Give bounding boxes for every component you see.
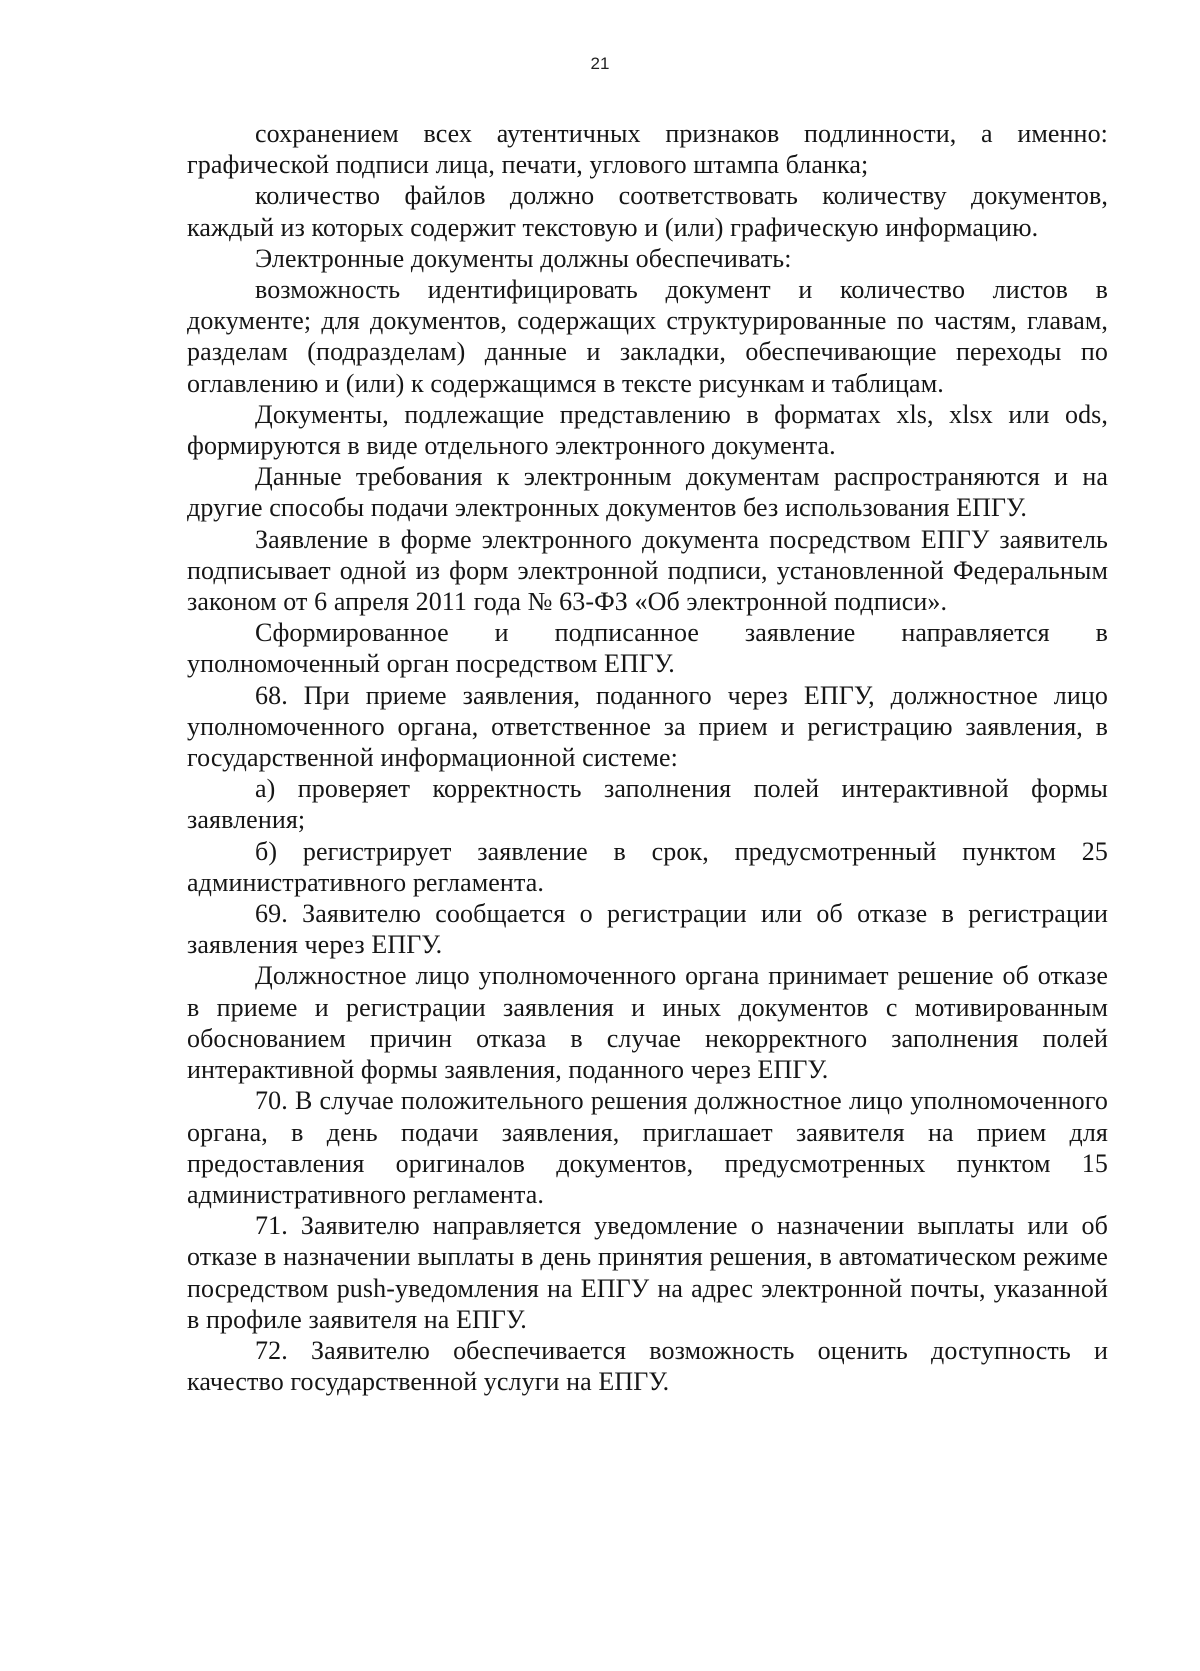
document-body	[187, 118, 1108, 1397]
paragraph: сохранением всех аутентичных признаков подлинности, а именно: графической подписи лица, печати, углового штампа бланка;	[187, 119, 1108, 180]
paragraph-70: 70. В случае положительного решения должностное лицо уполномоченного органа, в день подачи заявления, приглашает заявителя на прием для предоставления оригиналов документов, предусмотренных пунктом 15 административного регламента.	[187, 1086, 1108, 1209]
paragraph: Должностное лицо уполномоченного органа принимает решение об отказе в приеме и регистрации заявления и иных документов с мотивированным обоснованием причин отказа в случае некорректного заполнения полей интерактивной формы заявления, поданного через ЕПГУ.	[187, 961, 1108, 1085]
paragraph-71: 71. Заявителю направляется уведомление о назначении выплаты или об отказе в назначении выплаты в день принятия решения, в автоматическом режиме посредством push-уведомления на ЕПГУ на адрес электронной почты, указанной в профиле заявителя на ЕПГУ.	[187, 1211, 1108, 1334]
paragraph: Заявление в форме электронного документа посредством ЕПГУ заявитель подписывает одной из форм электронной подписи, установленной Федеральным законом от 6 апреля 2011 года № 63-ФЗ «Об электронной подписи».	[187, 524, 1108, 617]
paragraph: Данные требования к электронным документам распространяются и на другие способы подачи электронных документов без использования ЕПГУ.	[187, 462, 1108, 523]
paragraph: Электронные документы должны обеспечивать:	[255, 243, 792, 273]
paragraph-68: 68. При приеме заявления, поданного через ЕПГУ, должностное лицо уполномоченного органа, ответственное за прием и регистрацию заявления, в государственной информационной системе:	[187, 680, 1108, 773]
page-number: 21	[590, 54, 610, 73]
paragraph: возможность идентифицировать документ и количество листов в документе; для документов, содержащих структурированные по частям, главам, разделам (подразделам) данные и закладки, обеспечивающие переходы по оглавлению и (или) к содержащимся в тексте рисункам и таблицам.	[187, 275, 1108, 398]
paragraph-72: 72. Заявителю обеспечивается возможность оценить доступность и качество государственной услуги на ЕПГУ.	[187, 1335, 1108, 1397]
paragraph-68-a: а) проверяет корректность заполнения полей интерактивной формы заявления;	[187, 774, 1108, 835]
paragraph: Сформированное и подписанное заявление направляется в уполномоченный орган посредством ЕПГУ.	[187, 618, 1108, 679]
paragraph-69: 69. Заявителю сообщается о регистрации или об отказе в регистрации заявления через ЕПГУ.	[187, 899, 1108, 960]
paragraph: Документы, подлежащие представлению в форматах xls, xlsx или ods, формируются в виде отдельного электронного документа.	[187, 399, 1108, 461]
paragraph-68-b: б) регистрирует заявление в срок, предусмотренный пунктом 25 административного регламента.	[187, 836, 1108, 897]
paragraph: количество файлов должно соответствовать количеству документов, каждый из которых содержит текстовую и (или) графическую информацию.	[187, 181, 1108, 242]
